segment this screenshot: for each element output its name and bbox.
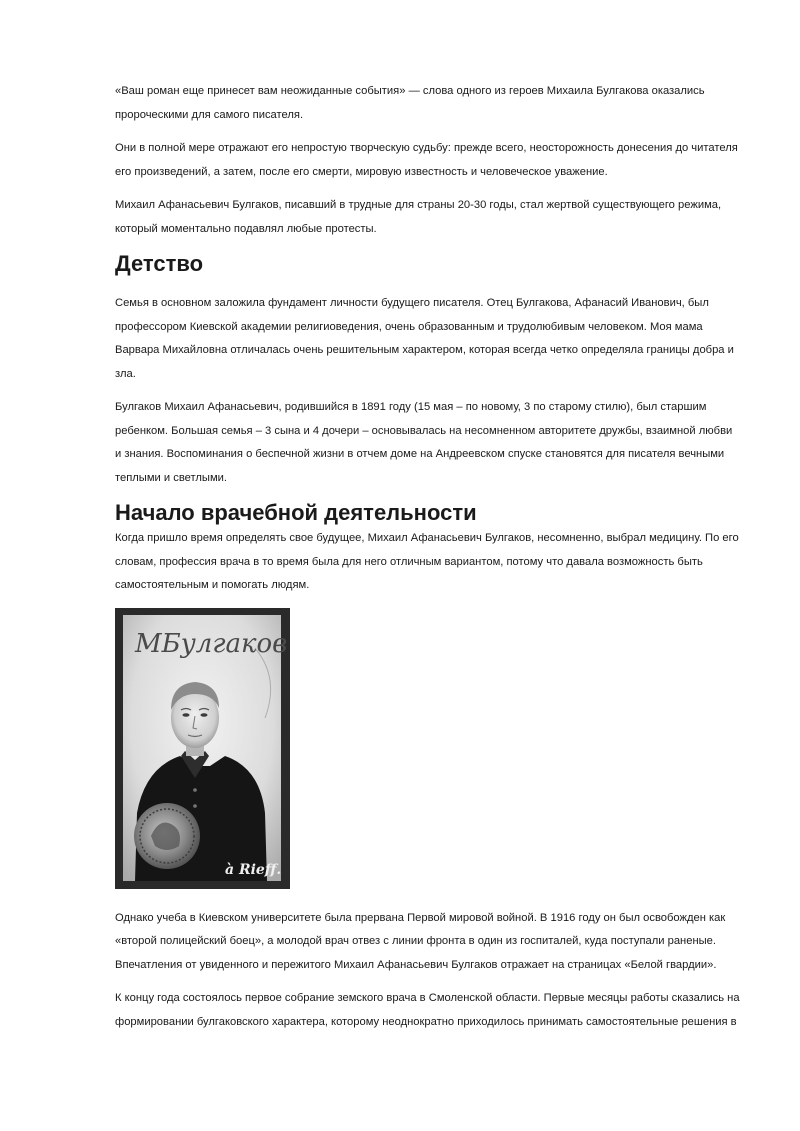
medical-paragraph-3: К концу года состоялось первое собрание земского врача в Смоленской области. Первые месяцы работы сказались на формировании булгаковского характера, которому неоднократно приходилось принимать самостоятельные решения в [115, 992, 740, 1028]
medical-paragraph-1: Когда пришло время определять свое будущее, Михаил Афанасьевич Булгаков, несомненно, выбрал медицину. По его словам, профессия врача в то время была для него отличным вариантом, потому что давала возможность быть самостоятельным и помогать людям. [115, 532, 739, 591]
childhood-paragraph-1: Семья в основном заложила фундамент личности будущего писателя. Отец Булгакова, Афанасий Иванович, был профессором Киевской академии религиоведения, очень образованным и трудолюбивым человеком. Моя мама Варвара Михайловна отличалась очень решительным характером, которая всегда четко определяла границы добра и зла. [115, 297, 734, 380]
intro-paragraph-2: Они в полной мере отражают его непростую творческую судьбу: прежде всего, неосторожность донесения до читателя его произведений, а затем, после его смерти, мировую известность и человеческое уважение. [115, 142, 738, 178]
heading-childhood: Детство [115, 251, 204, 276]
medical-paragraph-2: Однако учеба в Киевском университете была прервана Первой мировой войной. В 1916 году он был освобожден как «второй полицейский боец», а молодой врач отвез с линии фронта в один из госпиталей, куда поступали раненые. Впечатления от увиденного и пережитого Михаил Афанасьевич Булгаков отражает на страницах «Белой гвардии». [115, 911, 726, 971]
portrait-photo [115, 608, 290, 889]
portrait-signature: МБулгаков [135, 628, 288, 659]
article-body [115, 80, 740, 1044]
childhood-paragraph-2: Булгаков Михаил Афанасьевич, родившийся в 1891 году (15 мая – по новому, 3 по старому стилю), был старшим ребенком. Большая семья – 3 сына и 4 дочери – основывалась на несомненном авторитете дружбы, взаимной любви и знания. Воспоминания о беспечной жизни в отчем доме на Андреевском спуске становятся для писателя вечными теплыми и светлыми. [115, 401, 733, 484]
intro-paragraph-3: Михаил Афанасьевич Булгаков, писавший в трудные для страны 20-30 годы, стал жертвой существующего режима, который моментально подавлял любые протесты. [115, 199, 722, 235]
heading-medical-career: Начало врачебной деятельности [115, 500, 477, 525]
portrait-studio-mark: à Rieff. [225, 861, 282, 878]
intro-paragraph-1: «Ваш роман еще принесет вам неожиданные события» — слова одного из героев Михаила Булгакова оказались пророческими для самого писателя. [115, 85, 705, 121]
